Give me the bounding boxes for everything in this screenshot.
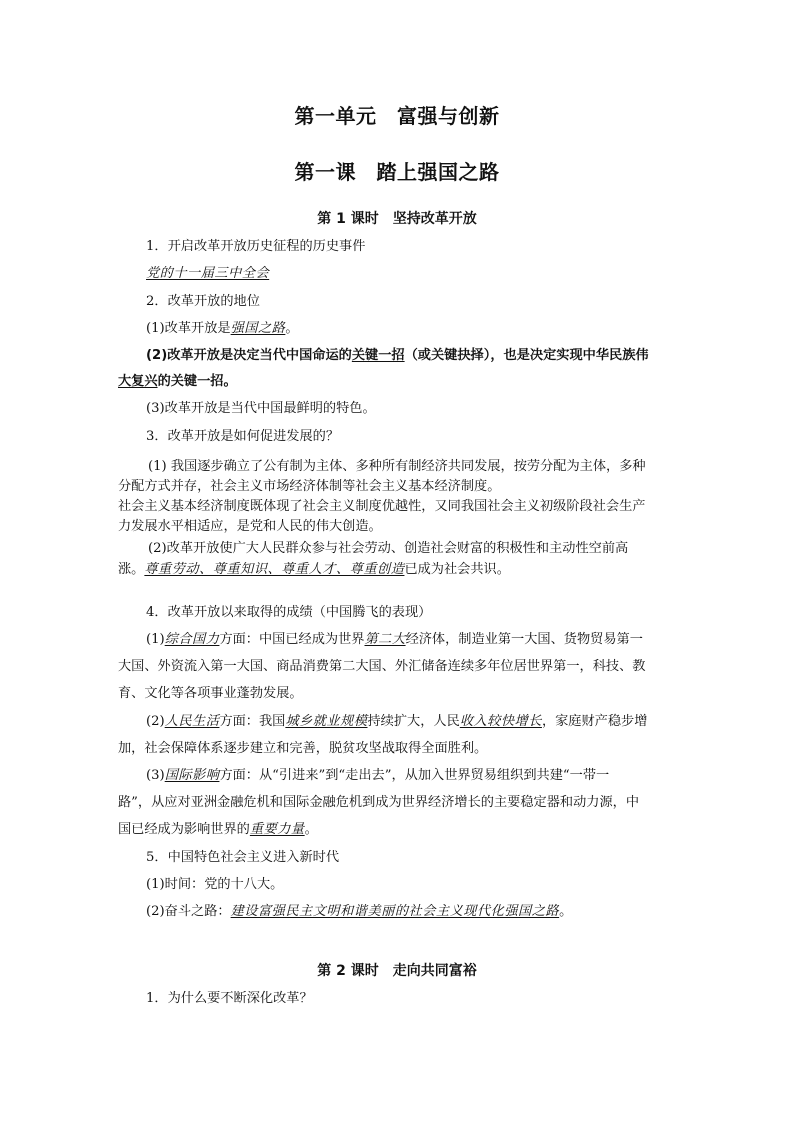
- text: (3): [146, 768, 165, 783]
- text: 方面：中国已经成为世界: [219, 632, 365, 647]
- text: (1)改革开放是: [146, 321, 231, 336]
- question-3: 3．改革开放是如何促进发展的？: [146, 429, 340, 444]
- point-3-2-line2: [118, 561, 678, 579]
- text: (1): [146, 632, 165, 647]
- point-5-2: [146, 903, 706, 921]
- point-4-1-line2: 大国、外资流入第一大国、商品消费第二大国、外汇储备连续多年位居世界第一，科技、教: [118, 659, 646, 674]
- text: （或关键抉择），也是决定实现中华民族伟: [404, 348, 649, 363]
- lesson-title: 第一课 踏上强国之路: [294, 160, 500, 184]
- blank: 国际影响: [164, 768, 220, 783]
- text: 涨。: [118, 562, 145, 577]
- point-2-2-line1: [146, 347, 706, 365]
- blank: 建设富强民主文明和谐美丽的社会主义现代化强国之路: [230, 904, 560, 919]
- point-4-3-line1: [146, 767, 706, 785]
- point-3-1-line2: 分配方式并存，社会主义市场经济体制等社会主义基本经济制度。: [118, 479, 501, 494]
- text: 。: [304, 822, 318, 837]
- point-3-1-line3: 社会主义基本经济制度既体现了社会主义制度优越性，又同我国社会主义初级阶段社会生产: [118, 499, 646, 514]
- blank: 强国之路: [230, 321, 286, 336]
- text: 。: [285, 321, 299, 336]
- point-4-3-line2: 路”，从应对亚洲金融危机和国际金融危机到成为世界经济增长的主要稳定器和动力源，中: [118, 795, 640, 810]
- question-4: 4．改革开放以来取得的成绩（中国腾飞的表现）: [146, 605, 432, 620]
- underlined-text: 大复兴: [118, 374, 158, 389]
- text: 。: [559, 904, 573, 919]
- point-3-1-line4: 力发展水平相适应，是党和人民的伟大创造。: [118, 519, 382, 534]
- text: 方面：从“引进来”到“走出去”，从加入世界贸易组织到共建“一带一: [219, 768, 610, 783]
- text: ，家庭财产稳步增: [541, 714, 648, 729]
- text: 持续扩大，人民: [367, 714, 460, 729]
- blank: 人民生活: [164, 714, 220, 729]
- question-2: 2．改革开放的地位: [146, 294, 260, 309]
- blank: 综合国力: [164, 632, 220, 647]
- point-4-2-line1: [146, 713, 706, 731]
- question-1: 1．开启改革开放历史征程的历史事件: [146, 239, 366, 254]
- point-2-1: [146, 320, 706, 338]
- point-2-2-line2: [118, 373, 678, 391]
- point-4-1-line3: 育、文化等各项事业蓬勃发展。: [118, 686, 303, 701]
- question-5: 5．中国特色社会主义进入新时代: [146, 850, 340, 865]
- underlined-text: 关键一招: [351, 348, 405, 363]
- point-2-3: (3)改革开放是当代中国最鲜明的特色。: [146, 401, 376, 416]
- unit-title: 第一单元 富强与创新: [294, 104, 500, 128]
- text: 国已经成为影响世界的: [118, 822, 250, 837]
- point-3-1-line1: (1) 我国逐步确立了公有制为主体、多种所有制经济共同发展，按劳分配为主体，多种: [148, 459, 646, 474]
- blank: 城乡就业规模: [285, 714, 368, 729]
- blank: 第二大: [364, 632, 406, 647]
- blank: 尊重劳动、尊重知识、尊重人才、尊重创造: [144, 562, 405, 577]
- text: 的关键一招。: [157, 374, 237, 389]
- text: (2)奋斗之路：: [146, 904, 231, 919]
- point-4-1-line1: [146, 631, 706, 649]
- text: 已成为社会共识。: [404, 562, 510, 577]
- text: 经济体，制造业第一大国、货物贸易第一: [405, 632, 643, 647]
- blank: 重要力量: [249, 822, 305, 837]
- point-4-3-line3: [118, 821, 678, 839]
- point-4-2-line2: 加，社会保障体系逐步建立和完善，脱贫攻坚战取得全面胜利。: [118, 741, 488, 756]
- blank: 收入较快增长: [459, 714, 542, 729]
- answer-1-blank: 党的十一届三中全会: [146, 266, 270, 281]
- point-5-1: (1)时间：党的十八大。: [146, 877, 284, 892]
- section-heading-2: 第 2 课时 走向共同富裕: [317, 963, 477, 979]
- section-heading-1: 第 1 课时 坚持改革开放: [317, 211, 477, 227]
- text: (2)改革开放是决定当代中国命运的: [146, 348, 352, 363]
- text: (2): [146, 714, 165, 729]
- question-2-1: 1．为什么要不断深化改革？: [146, 991, 313, 1006]
- point-3-2-line1: (2)改革开放使广大人民群众参与社会劳动、创造社会财富的积极性和主动性空前高: [148, 541, 629, 556]
- text: 方面：我国: [219, 714, 286, 729]
- answer-1: [146, 265, 706, 283]
